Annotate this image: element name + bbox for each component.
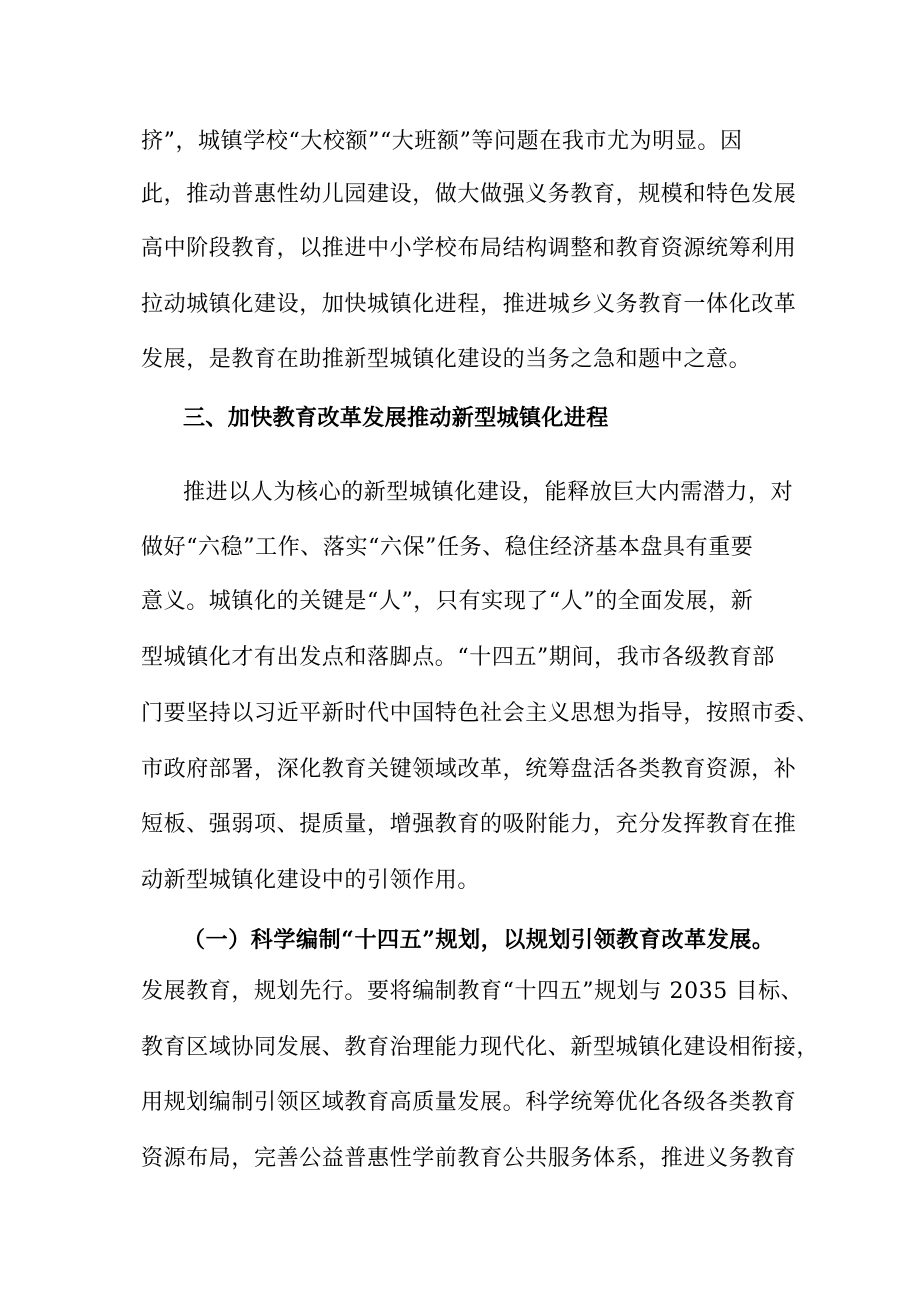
paragraph-2-line-6: 市政府部署，深化教育关键领域改革，统筹盘活各类教育资源，补	[141, 757, 797, 782]
paragraph-2-line-4: 型城镇化才有出发点和落脚点。“十四五”期间，我市各级教育部	[141, 645, 775, 670]
paragraph-1-line-2: 此，推动普惠性幼儿园建设，做大做强义务教育，规模和特色发展	[141, 182, 797, 207]
paragraph-3-line-4: 资源布局，完善公益普惠性学前教育公共服务体系，推进义务教育	[141, 1146, 797, 1171]
paragraph-1-line-1: 挤”，城镇学校“大校额”“大班额”等问题在我市尤为明显。因	[141, 129, 743, 154]
subsection-heading: （一）科学编制“十四五”规划，以规划引领教育改革发展。	[183, 927, 775, 953]
paragraph-2-line-1: 推进以人为核心的新型城镇化建设，能释放巨大内需潜力，对	[183, 480, 794, 505]
paragraph-3-line-2: 教育区域协同发展、教育治理能力现代化、新型城镇化建设相衔接，	[141, 1035, 820, 1060]
paragraph-3-line-3: 用规划编制引领区域教育高质量发展。科学统筹优化各级各类教育	[141, 1090, 797, 1115]
paragraph-2-line-8: 动新型城镇化建设中的引领作用。	[141, 868, 481, 893]
paragraph-2-line-2: 做好“六稳”工作、落实“六保”任务、稳住经济基本盘具有重要	[141, 535, 754, 560]
paragraph-1-line-3: 高中阶段教育，以推进中小学校布局结构调整和教育资源统筹利用	[141, 236, 797, 261]
paragraph-3-line-1: 发展教育，规划先行。要将编制教育“十四五”规划与 2035 目标、	[141, 979, 804, 1004]
paragraph-2-line-5: 门要坚持以习近平新时代中国特色社会主义思想为指导，按照市委、	[141, 701, 820, 726]
paragraph-1-line-5: 发展，是教育在助推新型城镇化建设的当务之急和题中之意。	[141, 347, 752, 372]
section-heading: 三、加快教育改革发展推动新型城镇化进程	[183, 406, 609, 431]
paragraph-2-line-7: 短板、强弱项、提质量，增强教育的吸附能力，充分发挥教育在推	[141, 812, 797, 837]
paragraph-2-line-3: 意义。城镇化的关键是“人”，只有实现了“人”的全面发展，新	[141, 589, 754, 614]
paragraph-1-line-4: 拉动城镇化建设，加快城镇化进程，推进城乡义务教育一体化改革	[141, 292, 797, 317]
